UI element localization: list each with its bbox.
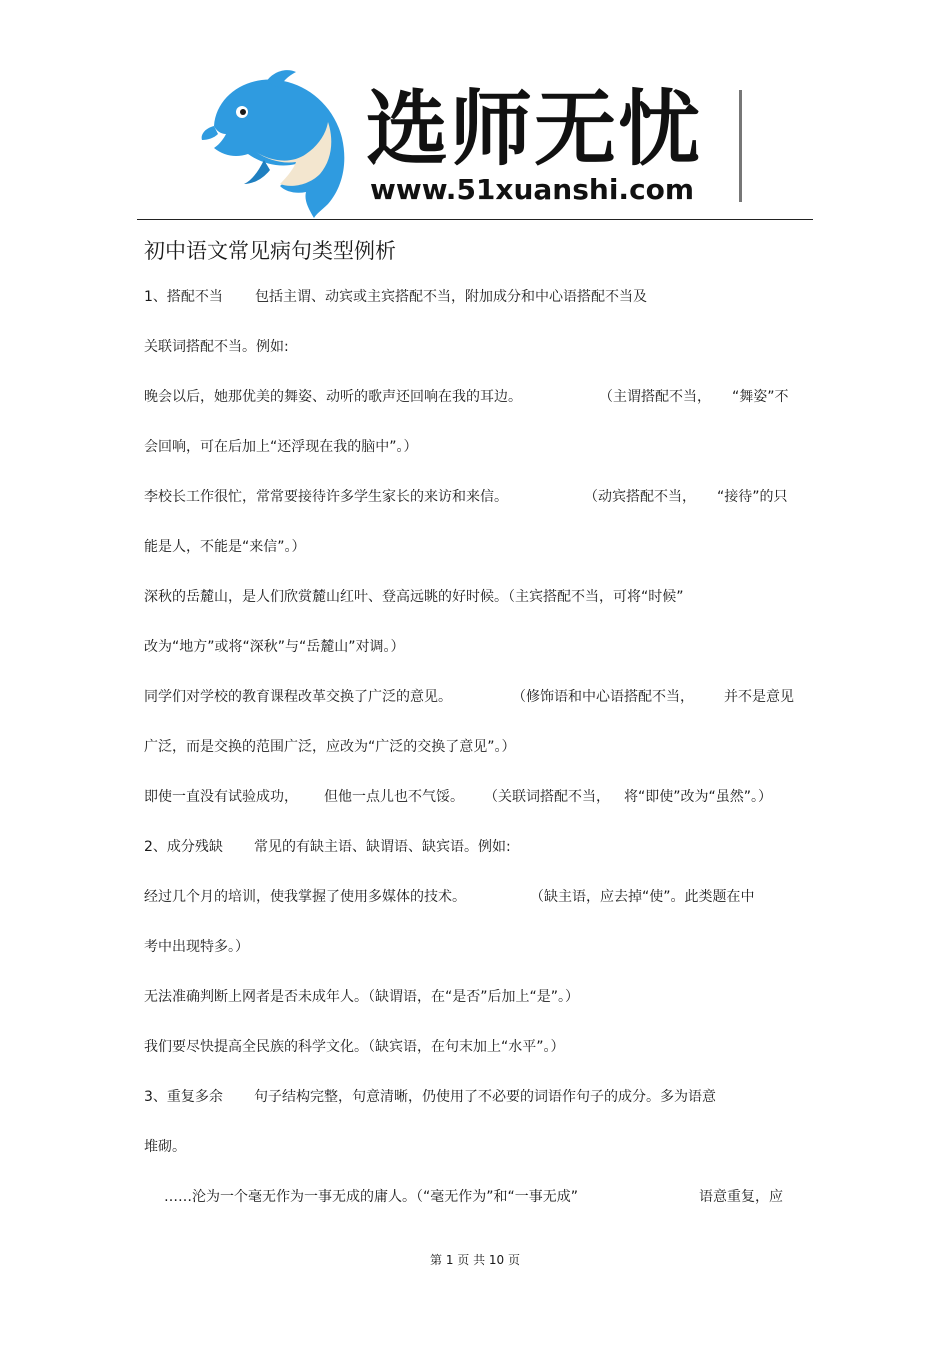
text-segment: 堆砌。 [144, 1139, 186, 1155]
text-segment: 关联词搭配不当。例如: [144, 339, 289, 355]
text-segment: “接待”的只 [717, 489, 788, 505]
text-segment: 包括主谓、动宾或主宾搭配不当，附加成分和中心语搭配不当及 [255, 289, 647, 305]
section-heading: 1、搭配不当 [144, 289, 223, 305]
text-segment: 李校长工作很忙，常常要接待许多学生家长的来访和来信。 [144, 489, 508, 505]
section-heading: 2、成分残缺 [144, 839, 223, 855]
text-segment: （关联词搭配不当， [484, 789, 610, 805]
text-segment: （主谓搭配不当， [599, 389, 711, 405]
text-segment: 句子结构完整，句意清晰，仍使用了不必要的词语作句子的成分。多为语意 [254, 1089, 716, 1105]
text-segment: 将“即使”改为“虽然”。） [624, 789, 773, 805]
section-heading: 3、重复多余 [144, 1089, 223, 1105]
dolphin-icon [196, 68, 356, 220]
text-segment: （修饰语和中心语搭配不当， [512, 689, 694, 705]
document-title: 初中语文常见病句类型例析 [144, 239, 396, 263]
text-segment: 同学们对学校的教育课程改革交换了广泛的意见。 [144, 689, 452, 705]
text-segment: “舞姿”不 [732, 389, 789, 405]
page-footer: 第 1 页 共 10 页 [430, 1253, 520, 1267]
logo-wordmark: 选师无忧 [366, 82, 703, 177]
text-segment: 常见的有缺主语、缺谓语、缺宾语。例如: [254, 839, 511, 855]
text-segment: 深秋的岳麓山，是人们欣赏麓山红叶、登高远眺的好时候。（主宾搭配不当，可将“时候” [144, 589, 684, 605]
text-segment: 能是人，不能是“来信”。） [144, 539, 306, 555]
text-segment: 我们要尽快提高全民族的科学文化。（缺宾语，在句末加上“水平”。） [144, 1039, 565, 1055]
text-segment: 广泛，而是交换的范围广泛，应改为“广泛的交换了意见”。） [144, 739, 516, 755]
text-segment: 改为“地方”或将“深秋”与“岳麓山”对调。） [144, 639, 405, 655]
text-segment: 语意重复，应 [699, 1189, 783, 1205]
text-segment: 但他一点儿也不气馁。 [324, 789, 464, 805]
text-segment: 晚会以后，她那优美的舞姿、动听的歌声还回响在我的耳边。 [144, 389, 522, 405]
header-rule [137, 219, 813, 220]
text-segment: ……沦为一个毫无作为一事无成的庸人。（“毫无作为”和“一事无成” [164, 1189, 579, 1205]
text-segment: 并不是意见 [724, 689, 794, 705]
logo-url: www.51xuanshi.com [370, 173, 695, 206]
logo-divider [739, 90, 742, 202]
text-segment: 会回响，可在后加上“还浮现在我的脑中”。） [144, 439, 418, 455]
text-segment: 即使一直没有试验成功， [144, 789, 298, 805]
text-segment: （动宾搭配不当， [584, 489, 696, 505]
text-segment: 无法准确判断上网者是否未成年人。（缺谓语，在“是否”后加上“是”。） [144, 989, 580, 1005]
text-segment: 考中出现特多。） [144, 939, 249, 955]
text-segment: 经过几个月的培训，使我掌握了使用多媒体的技术。 [144, 889, 466, 905]
text-segment: （缺主语，应去掉“使”。此类题在中 [530, 889, 755, 905]
